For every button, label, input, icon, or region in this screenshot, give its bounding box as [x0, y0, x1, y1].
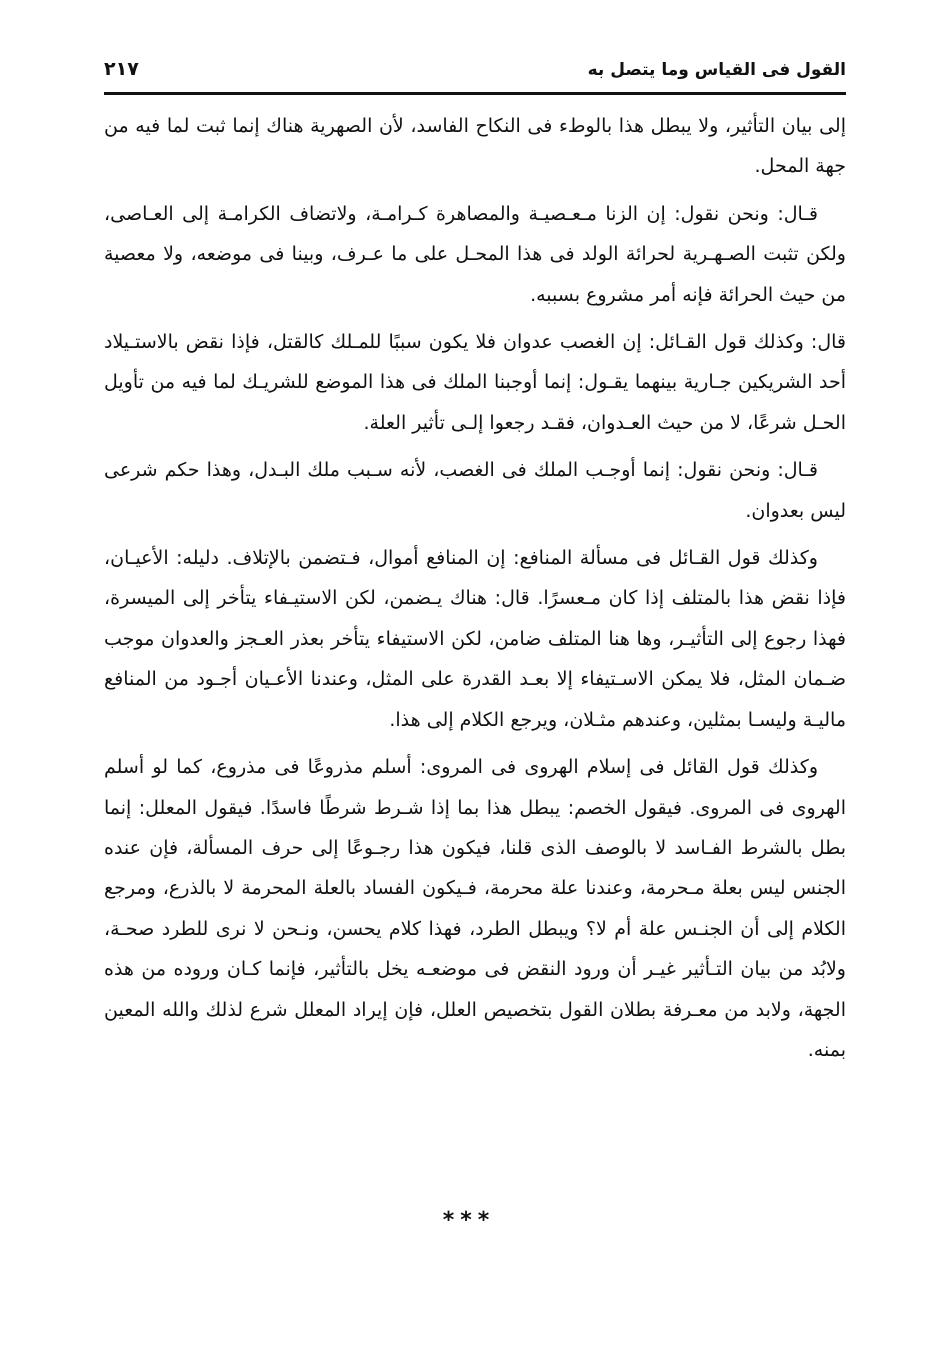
paragraph: قـال: ونحن نقول: إنما أوجـب الملك فى الغصب، لأنه سـبب ملك البـدل، وهذا حكم شرعى ليس بعدوان. — [104, 459, 846, 522]
paragraph: وكذلك قول القـائل فى مسألة المنافع: إن المنافع أموال، فـتضمن بالإتلاف. دليله: الأعيـان، فإذا نقض هذا بالمتلف إذا كان مـعسرًا. قال: هناك يـضمن، لكن الاستيـفاء يتأخر إلى الميسرة، فهذا رجوع إلى التأثيـر، وها هنا المتلف ضامن، لكن الاستيفاء يتأخر بعذر العـجز والعدوان موجب ضـمان المثل، فلا يمكن الاسـتيفاء إلا بعـد القدرة على المثل، وعندنا الأعـيان أجـود من المنافع ماليـة وليسـا بمثلين، وعندهم مثـلان، ويرجع الكلام إلى هذا. — [104, 547, 846, 731]
header-rule — [104, 92, 846, 95]
page-header — [104, 52, 846, 92]
section-separator: *** — [442, 1208, 496, 1233]
page-number: ٢١٧ — [104, 58, 139, 80]
paragraph: قـال: ونحن نقول: إن الزنا مـعـصيـة والمصاهرة كـرامـة، ولاتضاف الكرامـة إلى العـاصى، ولكن تثبت الصـهـرية لحرائة الولد فى هذا المحـل على ما عـرف، وبينا فى موضعه، ولا معصية من حيث الحرائة فإنه أمر مشروع بسببه. — [104, 202, 846, 306]
running-head: القول فى القياس وما يتصل به — [587, 60, 846, 80]
paragraph: إلى بيان التأثير، ولا يبطل هذا بالوطء فى النكاح الفاسد، لأن الصهرية هناك إنما ثبت لما فيه من جهة المحل. — [104, 115, 846, 178]
body-text — [104, 106, 846, 1077]
paragraph: وكذلك قول القائل فى إسلام الهروى فى المروى: أسلم مذروعًا فى مذروع، كما لو أسلم الهروى فى المروى. فيقول الخصم: يبطل هذا بما إذا شـرط شرطًا فاسدًا. فيقول المعلل: إنما بطل بالشرط الفـاسد لا بالوصف الذى قلنا، فيكون هذا رجـوعًا إلى حرف المسألة، فإن عنده الجنس ليس بعلة مـحرمة، وعندنا علة محرمة، فـيكون الفساد بالعلة المحرمة لا بالذرع، ومرجع الكلام إلى أن الجنـس علة أم لا؟ ويبطل الطرد، فهذا كلام يحسن، ونـحن لا نرى للطرد صحـة، ولابُد من بيان التـأثير غيـر أن ورود النقض فى موضعـه يخل بالتأثير، فإنما كـان وروده من هذه الجهة، ولابد من معـرفة بطلان القول بتخصيص العلل، فإن إيراد المعلل شرع لذلك والله المعين بمنه. — [104, 756, 846, 1061]
paragraph: قال: وكذلك قول القـائل: إن الغصب عدوان فلا يكون سببًا للمـلك كالقتل، فإذا نقض بالاستـيلاد أحد الشريكين جـارية بينهما يقـول: إنما أوجبنا الملك فى هذا الموضع للشريـك لما فيه من تأويل الحـل شرعًا، لا من حيث العـدوان، فقـد رجعوا إلـى تأثير العلة. — [104, 331, 846, 434]
